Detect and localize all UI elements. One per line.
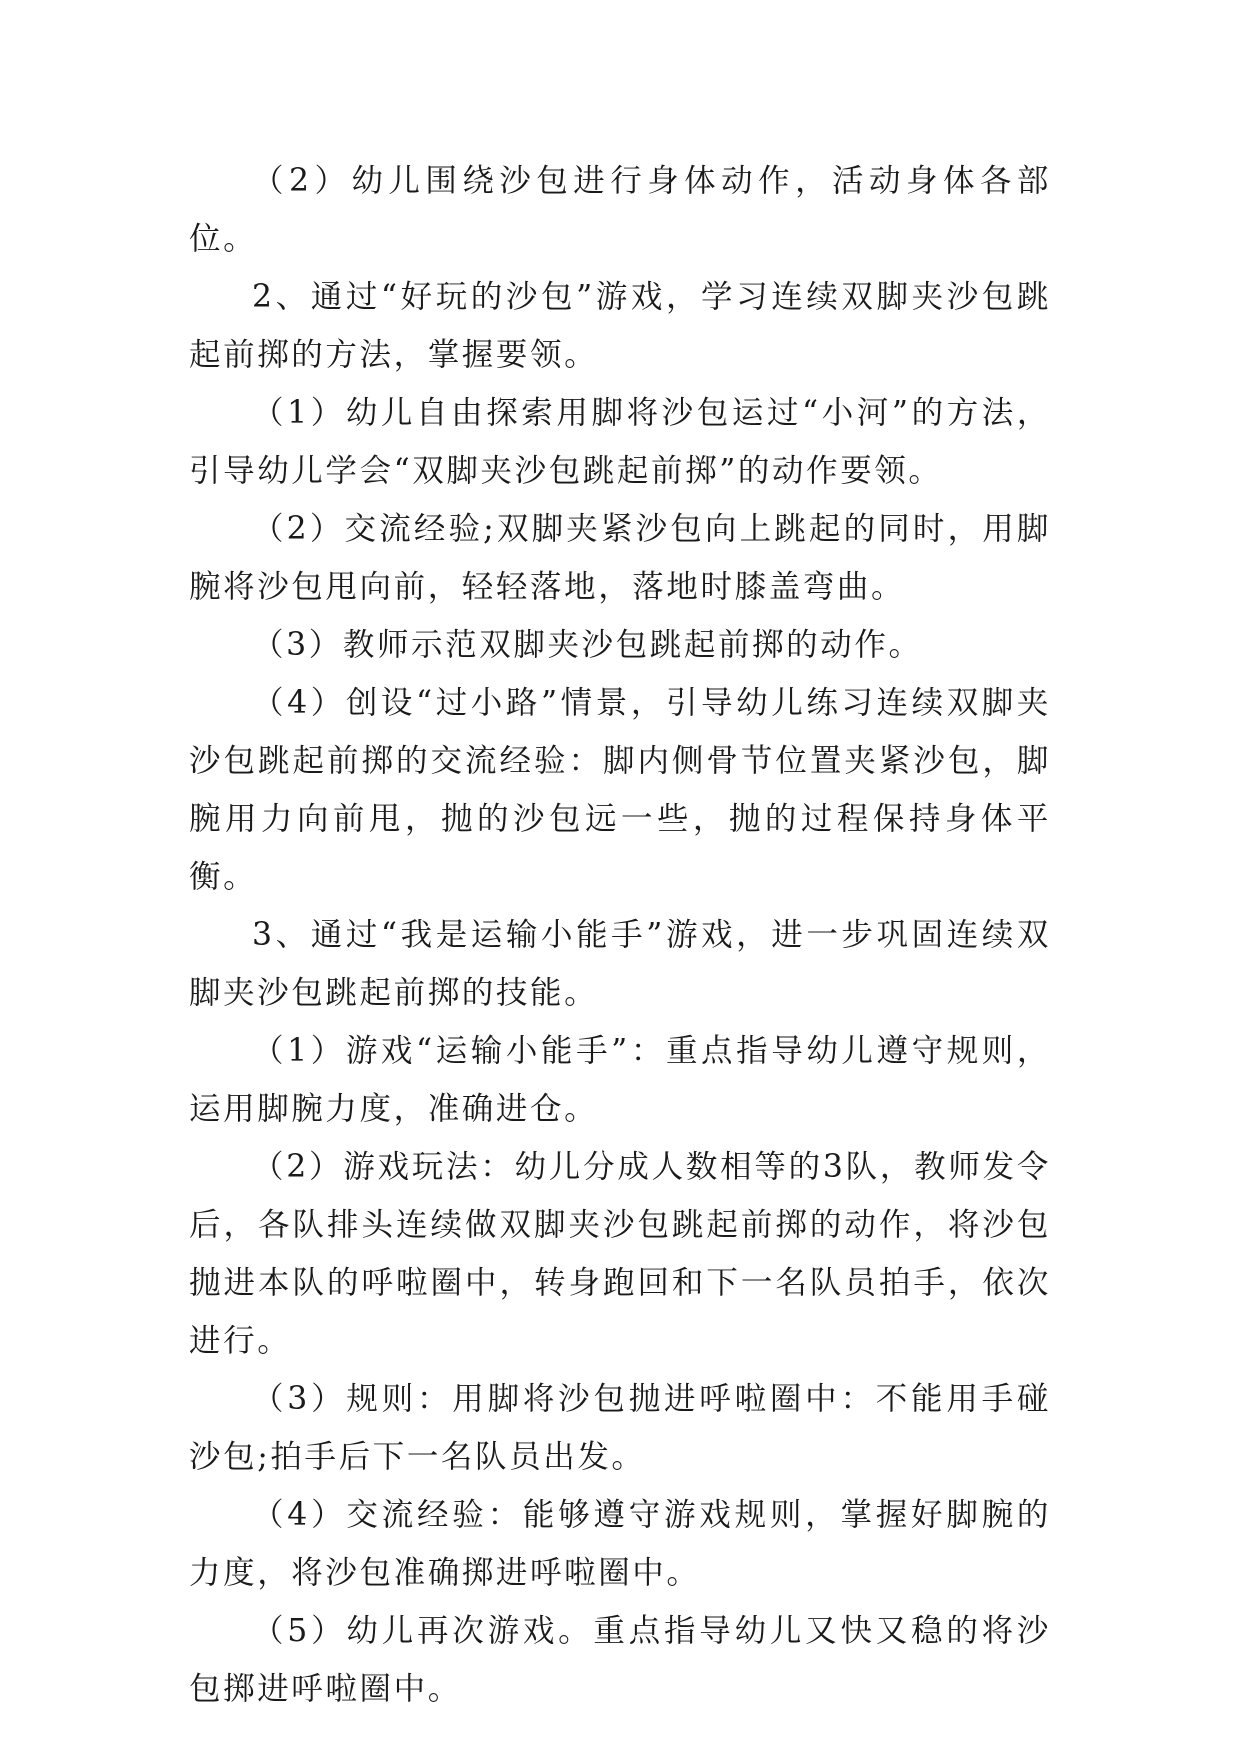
paragraph-4: （2）交流经验;双脚夹紧沙包向上跳起的同时，用脚腕将沙包甩向前，轻轻落地，落地时膝盖弯曲。 xyxy=(189,511,1051,605)
paragraph-5: （3）教师示范双脚夹沙包跳起前掷的动作。 xyxy=(252,627,923,663)
paragraph-6: （4）创设“过小路”情景，引导幼儿练习连续双脚夹沙包跳起前掷的交流经验：脚内侧骨节位置夹紧沙包，脚腕用力向前甩，抛的沙包远一些，抛的过程保持身体平衡。 xyxy=(189,685,1051,895)
paragraph-7: 3、通过“我是运输小能手”游戏，进一步巩固连续双脚夹沙包跳起前掷的技能。 xyxy=(189,917,1051,1011)
paragraph-8: （1）游戏“运输小能手”：重点指导幼儿遵守规则，运用脚腕力度，准确进仓。 xyxy=(189,1033,1051,1127)
paragraph-3: （1）幼儿自由探索用脚将沙包运过“小河”的方法，引导幼儿学会“双脚夹沙包跳起前掷”的动作要领。 xyxy=(189,395,1051,489)
paragraph-12: （5）幼儿再次游戏。重点指导幼儿又快又稳的将沙包掷进呼啦圈中。 xyxy=(189,1613,1051,1707)
paragraph-11: （4）交流经验：能够遵守游戏规则，掌握好脚腕的力度，将沙包准确掷进呼啦圈中。 xyxy=(189,1497,1051,1591)
paragraph-1: （2）幼儿围绕沙包进行身体动作，活动身体各部位。 xyxy=(189,163,1051,257)
paragraph-9: （2）游戏玩法：幼儿分成人数相等的3队，教师发令后，各队排头连续做双脚夹沙包跳起前掷的动作，将沙包抛进本队的呼啦圈中，转身跑回和下一名队员拍手，依次进行。 xyxy=(189,1149,1051,1359)
paragraph-10: （3）规则：用脚将沙包抛进呼啦圈中：不能用手碰沙包;拍手后下一名队员出发。 xyxy=(189,1381,1051,1475)
document-body xyxy=(189,152,1051,1718)
paragraph-2: 2、通过“好玩的沙包”游戏，学习连续双脚夹沙包跳起前掷的方法，掌握要领。 xyxy=(189,279,1051,373)
